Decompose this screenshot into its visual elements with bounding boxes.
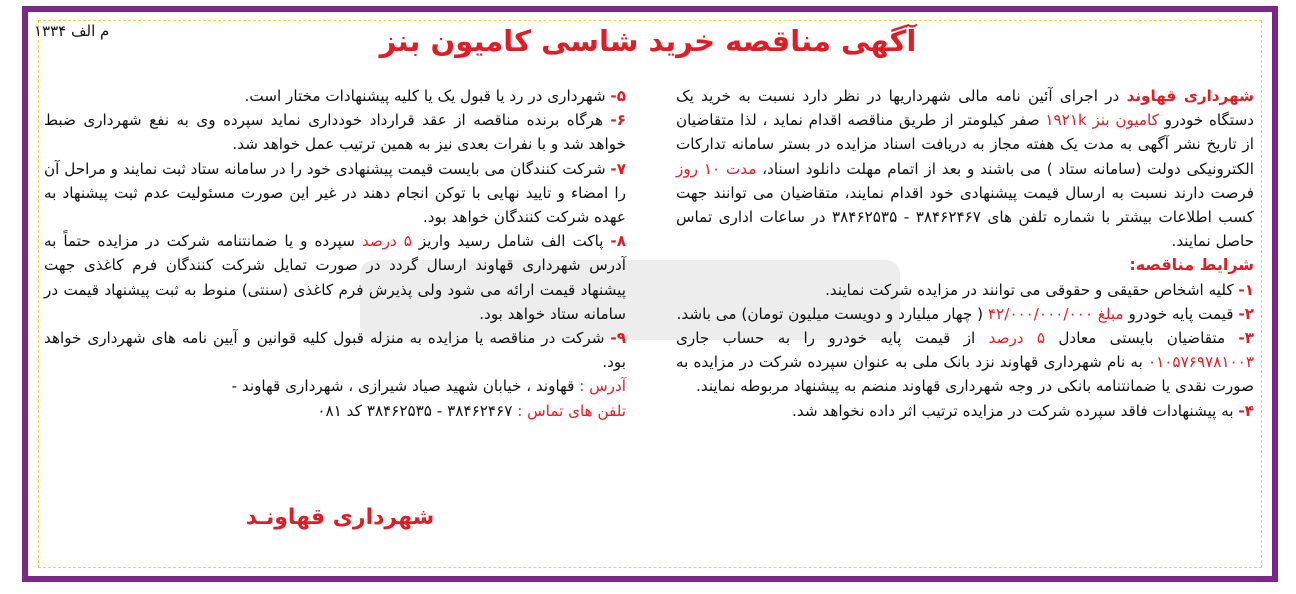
condition-1-number: ۱-	[1238, 280, 1254, 299]
condition-3	[676, 326, 1254, 399]
condition-8-number: ۸-	[610, 232, 627, 251]
condition-6-text: هرگاه برنده مناقصه از عقد قرارداد خودداری نماید سپرده وی به نفع شهرداری ضبط خواهد شد و با نفرات بعدی نیز به همین ترتیب عمل خواهد شد.	[44, 111, 626, 154]
condition-3-text-a: متقاضیان بایستی معادل	[1045, 329, 1239, 348]
condition-1-text: کلیه اشخاص حقیقی و حقوقی می توانند در مزایده شرکت نمایند.	[825, 280, 1239, 299]
condition-3-text-c: به نام شهرداری قهاوند نزد بانک ملی به عنوان سپرده شرکت در مزایده به صورت نقدی یا ضمانتنامه بانکی در وجه شهرداری قهاوند منضم به پیشنهاد مربوطه نمایند.	[676, 353, 1254, 396]
deposit-percent: ۵ درصد	[988, 329, 1046, 348]
intro-paragraph	[676, 84, 1254, 253]
condition-9-number: ۹-	[610, 329, 626, 348]
condition-2-text-a: قیمت پایه خودرو	[1123, 304, 1239, 323]
condition-4-text: به پیشنهادات فاقد سپرده شرکت در مزایده ترتیب اثر داده نخواهد شد.	[792, 401, 1239, 420]
condition-4-number: ۴-	[1238, 401, 1254, 420]
bank-account-number: ۰۱۰۵۷۶۹۷۸۱۰۰۳	[1147, 353, 1254, 372]
ad-title: آگهی مناقصه خرید شاسی کامیون بنز	[379, 24, 917, 58]
condition-9	[44, 326, 626, 374]
condition-2-text-b: ( چهار میلیارد و دویست میلیون تومان) می باشد.	[676, 304, 988, 323]
intro-text-3: فرصت دارند نسبت به ارسال قیمت پیشنهادی خود اقدام نمایند، متقاضیان می توانند جهت کسب اطلاعات بیشتر با شماره تلفن های ۳۸۴۶۲۴۶۷ - ۳۸۴۶۲۵۳۵ در ساعات اداری تماس حاصل نمایند.	[676, 183, 1254, 251]
phone-label: تلفن های تماس :	[517, 401, 626, 420]
condition-6-number: ۶-	[610, 111, 626, 130]
right-column	[676, 84, 1254, 423]
condition-5	[44, 84, 626, 108]
deadline: مدت ۱۰ روز	[676, 159, 757, 178]
address-line	[44, 374, 626, 398]
condition-8-text-a: پاکت الف شامل رسید واریز	[411, 232, 611, 251]
address-label: آدرس :	[579, 377, 626, 396]
address-text: قهاوند ، خیابان شهید صیاد شیرازی ، شهرداری قهاوند -	[231, 377, 580, 396]
envelope-deposit-percent: ۵ درصد	[361, 232, 412, 251]
condition-7	[44, 157, 626, 230]
phone-line	[44, 399, 626, 423]
condition-2	[676, 302, 1254, 326]
condition-2-number: ۲-	[1238, 304, 1254, 323]
phone-numbers: ۳۸۴۶۲۴۶۷ - ۳۸۴۶۲۵۳۵ کد ۰۸۱	[317, 401, 518, 420]
condition-7-text: شرکت کنندگان می بایست قیمت پیشنهادی خود را در سامانه ستاد ثبت نمایند و مراحل آن را امضاء و تایید نهایی با توکن انجام دهند در غیر این صورت مسئولیت عدم ثبت پیشنهاد به عهده شرکت کنندگان خواهد بود.	[44, 159, 626, 227]
condition-3-number: ۳-	[1238, 329, 1255, 348]
condition-4	[676, 399, 1254, 423]
condition-8	[44, 229, 626, 326]
intro-text-2: صفر کیلومتر از طریق مناقصه اقدام نماید ، لذا متقاضیان از تاریخ نشر آگهی به مدت یک هفته مجاز به دریافت اسناد مزایده در بستر سامانه تدارکات الکترونیکی دولت (سامانه ستاد ) می باشند و بعد از اتمام مهلت دانلود اسناد،	[676, 111, 1254, 178]
condition-5-number: ۵-	[610, 87, 626, 105]
intro-text-1: در اجرای آئین نامه مالی شهرداریها در نظر دارد نسبت به خرید یک دستگاه خودرو	[676, 87, 1254, 130]
condition-6	[44, 108, 626, 156]
vehicle-name: کامیون بنز ۱۹۲۱k	[1045, 111, 1159, 130]
conditions-heading: شرایط مناقصه:	[1129, 255, 1254, 275]
condition-8-text-b: سپرده و یا ضمانتنامه شرکت در مزایده حتماً به آدرس شهرداری قهاوند ارسال گردد در صورت تمایل شرکت کنندگان فرم کاغذی جهت پیشنهاد قیمت ارائه می شود ولی پذیرش فرم کاغذی (سنتی) منوط به ثبت پیشنهاد قیمت در سامانه ستاد خواهد بود.	[44, 232, 626, 323]
condition-1	[676, 278, 1254, 302]
condition-5-text: شهرداری در رد یا قبول یک یا کلیه پیشنهادات مختار است.	[244, 87, 611, 105]
issuer-name: شهرداری قهاوند	[1126, 87, 1254, 105]
condition-7-number: ۷-	[610, 159, 626, 178]
condition-9-text: شرکت در مناقصه یا مزایده به منزله قبول کلیه قوانین و آیین نامه های شهرداری خواهد بود.	[44, 329, 626, 372]
ad-code: م الف ۱۳۳۴	[34, 22, 110, 40]
left-column	[44, 84, 626, 423]
base-price-amount: مبلغ ۴۲/۰۰۰/۰۰۰/۰۰۰	[987, 304, 1124, 323]
condition-3-text-b: از قیمت پایه خودرو را به حساب جاری	[676, 329, 989, 348]
signature: شهرداری قهاونـد	[245, 505, 435, 530]
